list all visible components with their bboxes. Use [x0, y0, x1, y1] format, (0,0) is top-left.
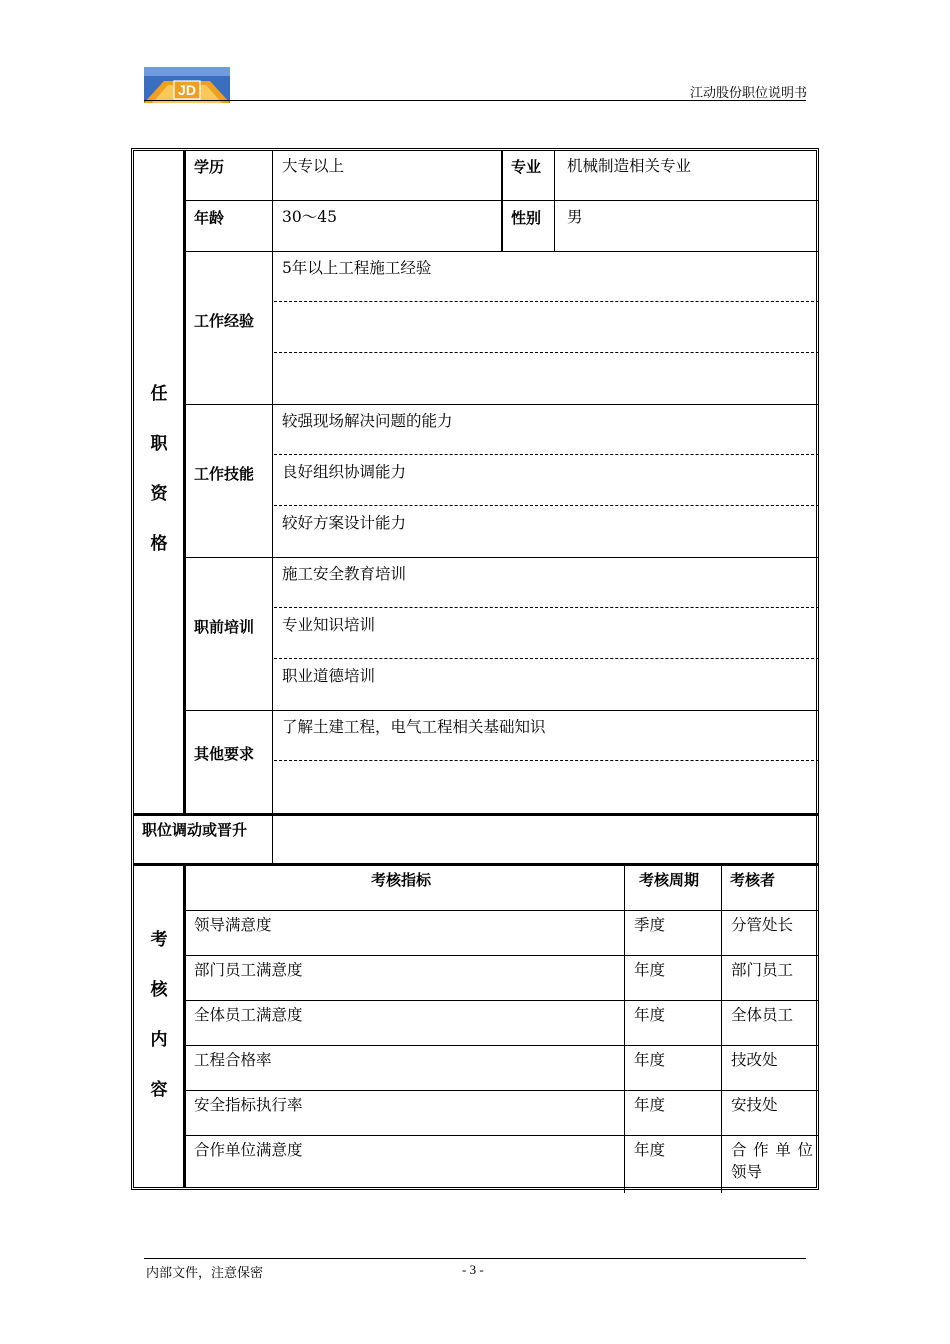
indicator-cell: 全体员工满意度 — [194, 1006, 303, 1024]
svg-text:JD: JD — [178, 82, 196, 98]
assessor-header: 考核者 — [730, 871, 776, 889]
row-divider — [183, 955, 819, 956]
major-value: 机械制造相关专业 — [567, 157, 692, 175]
footer-divider — [144, 1258, 806, 1259]
other-requirements-label: 其他要求 — [194, 745, 255, 763]
assessor-cell: 技改处 — [731, 1051, 778, 1069]
age-label: 年龄 — [194, 209, 225, 227]
row-divider — [183, 710, 819, 711]
row-divider — [183, 404, 819, 405]
indicator-cell: 合作单位满意度 — [194, 1141, 303, 1159]
training-item: 专业知识培训 — [282, 616, 376, 634]
row-divider — [183, 251, 819, 252]
training-item: 施工安全教育培训 — [282, 565, 407, 583]
indicator-cell: 领导满意度 — [194, 916, 272, 934]
period-cell: 年度 — [634, 1006, 666, 1024]
dashed-separator — [274, 760, 819, 761]
skills-label: 工作技能 — [194, 465, 255, 483]
gender-value: 男 — [567, 208, 583, 226]
dashed-separator — [274, 658, 819, 659]
period-cell: 季度 — [634, 916, 666, 934]
col-divider-label — [272, 151, 273, 863]
major-label: 专业 — [511, 158, 542, 176]
row-divider — [183, 910, 819, 911]
col-divider-assessor — [721, 865, 722, 1193]
skills-item: 较强现场解决问题的能力 — [282, 412, 453, 430]
assessor-cell: 部门员工 — [731, 961, 794, 979]
other-requirements-item: 了解土建工程，电气工程相关基础知识 — [282, 718, 546, 736]
col-divider-major — [501, 151, 503, 251]
age-value: 30～45 — [282, 208, 337, 226]
dashed-separator — [274, 454, 819, 455]
period-cell: 年度 — [634, 1096, 666, 1114]
education-value: 大专以上 — [282, 157, 345, 175]
row-divider — [183, 1090, 819, 1091]
indicator-cell: 部门员工满意度 — [194, 961, 303, 979]
row-divider — [183, 1045, 819, 1046]
company-logo — [144, 67, 230, 103]
col-divider-major-value — [554, 151, 555, 251]
assessor-cell: 合 作 单 位 领导 — [731, 1141, 813, 1181]
confidential-notice: 内部文件，注意保密 — [146, 1265, 264, 1280]
row-divider-promotion-top — [134, 813, 819, 816]
promotion-label: 职位调动或晋升 — [142, 821, 248, 839]
row-divider — [183, 557, 819, 558]
col-divider-assess-section — [183, 865, 186, 1187]
page-number: - 3 - — [462, 1262, 484, 1277]
skills-item: 良好组织协调能力 — [282, 463, 407, 481]
job-description-table — [131, 148, 819, 1190]
assessor-cell: 全体员工 — [731, 1006, 794, 1024]
assessor-cell: 分管处长 — [731, 916, 794, 934]
education-label: 学历 — [194, 158, 225, 176]
assessment-section-label: 考 核 内 容 — [150, 930, 168, 1100]
dashed-separator — [274, 505, 819, 506]
experience-item: 5年以上工程施工经验 — [282, 259, 432, 277]
qualifications-section-label: 任 职 资 格 — [150, 384, 168, 554]
row-divider — [183, 200, 819, 201]
experience-label: 工作经验 — [194, 312, 255, 330]
indicator-cell: 工程合格率 — [194, 1051, 272, 1069]
training-label: 职前培训 — [194, 618, 255, 636]
document-title: 江动股份职位说明书 — [689, 85, 807, 100]
gender-label: 性别 — [511, 209, 542, 227]
row-divider-assessment-top — [134, 863, 819, 866]
dashed-separator — [274, 607, 819, 608]
skills-item: 较好方案设计能力 — [282, 514, 407, 532]
training-item: 职业道德培训 — [282, 667, 376, 685]
period-cell: 年度 — [634, 1141, 666, 1159]
row-divider — [183, 1135, 819, 1136]
col-divider-period — [624, 865, 625, 1193]
period-header: 考核周期 — [639, 871, 700, 889]
indicator-header: 考核指标 — [371, 871, 432, 889]
indicator-cell: 安全指标执行率 — [194, 1096, 303, 1114]
period-cell: 年度 — [634, 1051, 666, 1069]
period-cell: 年度 — [634, 961, 666, 979]
header-divider — [144, 100, 806, 101]
row-divider — [183, 1000, 819, 1001]
dashed-separator — [274, 352, 819, 353]
assessor-cell: 安技处 — [731, 1096, 778, 1114]
dashed-separator — [274, 301, 819, 302]
